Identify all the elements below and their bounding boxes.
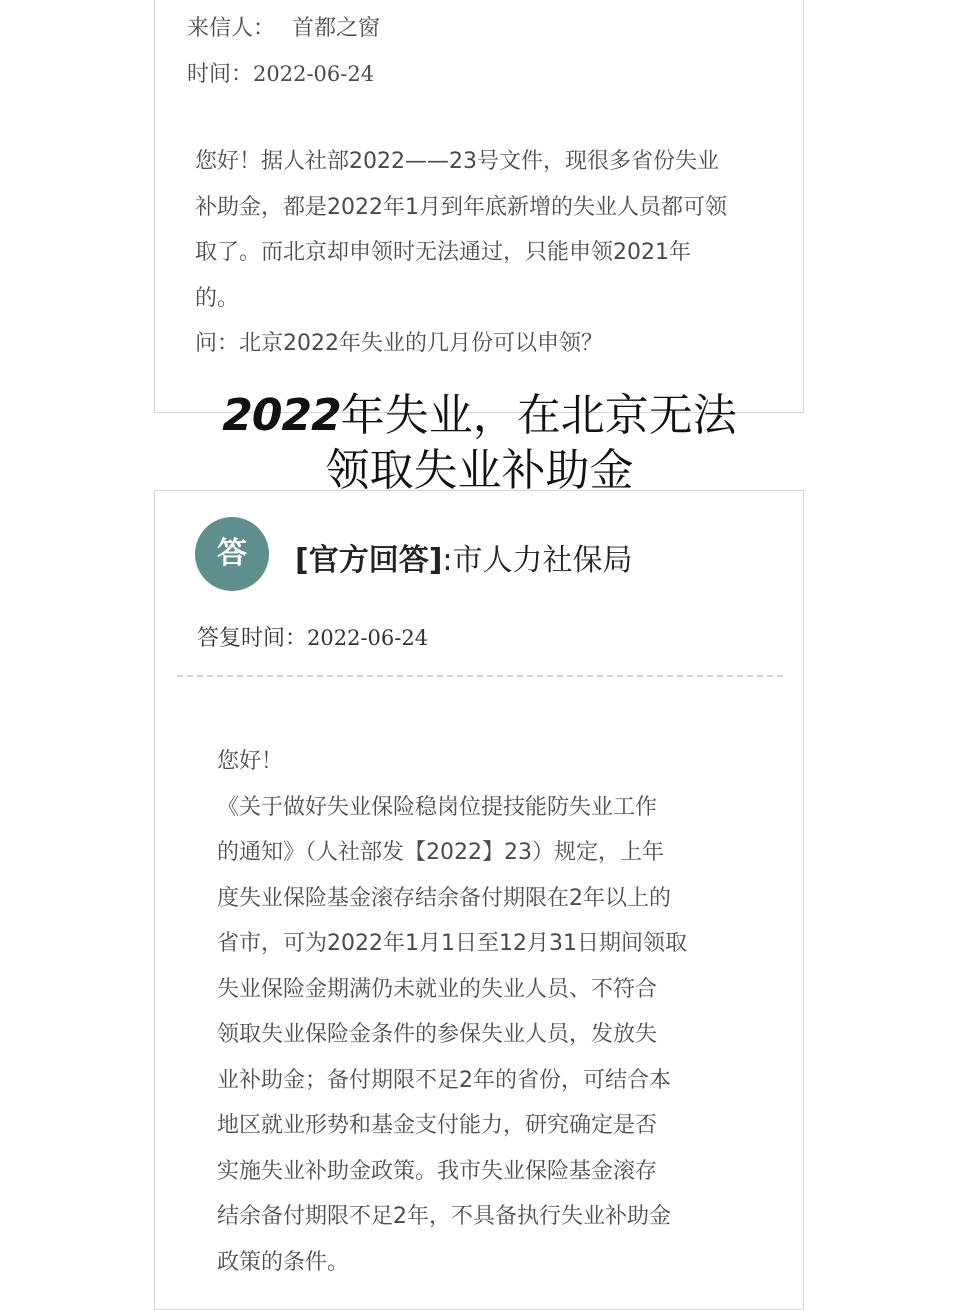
sender-line [187, 11, 380, 42]
answer-badge: 答 [195, 517, 269, 591]
question-line: 取了。而北京却申领时无法通过，只能申领2021年 [195, 240, 691, 265]
answer-body [217, 739, 777, 1285]
answer-line: 地区就业形势和基金支付能力，研究确定是否 [217, 1113, 658, 1138]
headline-year: 2022 [222, 390, 341, 441]
question-line: 补助金，都是2022年1月到年底新增的失业人员都可领 [195, 194, 727, 220]
answer-line: 省市，可为2022年1月1日至12月31日期间领取 [217, 931, 687, 956]
dashed-divider [177, 675, 783, 677]
reply-time [197, 621, 428, 652]
answer-line: 领取失业保险金条件的参保失业人员，发放失 [217, 1022, 658, 1047]
answer-line: 结余备付期限不足2年，不具备执行失业补助金 [217, 1204, 671, 1229]
reply-time-value: 2022-06-24 [307, 626, 429, 650]
answer-line: 您好！ [217, 749, 284, 774]
answer-line: 实施失业补助金政策。我市失业保险基金滚存 [217, 1158, 658, 1184]
time-line [187, 57, 374, 88]
answer-line: 业补助金；备付期限不足2年的省份，可结合本 [217, 1067, 671, 1093]
answer-card [154, 490, 804, 1310]
answer-header [295, 535, 633, 579]
time-label: 时间： [187, 62, 254, 87]
question-card [154, 0, 804, 413]
question-line: 您好！据人社部2022——23号文件，现很多省份失业 [195, 149, 719, 174]
answer-line: 政策的条件。 [217, 1249, 350, 1275]
answer-line: 失业保险金期满仍未就业的失业人员、不符合 [217, 976, 658, 1002]
sender-name: 首都之窗 [292, 16, 381, 41]
answer-line: 的通知》（人社部发【2022】23）规定，上年 [217, 840, 664, 865]
question-line: 的。 [195, 285, 240, 311]
headline-line-1 [0, 388, 959, 443]
question-line: 问：北京2022年失业的几月份可以申领？ [195, 331, 603, 356]
question-body [195, 139, 795, 367]
answer-org: :市人力社保局 [442, 543, 633, 578]
official-answer-tag: [官方回答] [295, 543, 443, 578]
headline-line-1-rest: 年失业，在北京无法 [340, 390, 737, 441]
answer-line: 度失业保险基金滚存结余备付期限在2年以上的 [217, 885, 671, 911]
reply-time-label: 答复时间： [197, 626, 308, 651]
answer-line: 《关于做好失业保险稳岗位提技能防失业工作 [217, 794, 658, 820]
overlay-headline [0, 388, 959, 498]
time-value: 2022-06-24 [253, 62, 375, 86]
headline-line-2: 领取失业补助金 [325, 445, 634, 496]
sender-label: 来信人： [187, 16, 276, 41]
